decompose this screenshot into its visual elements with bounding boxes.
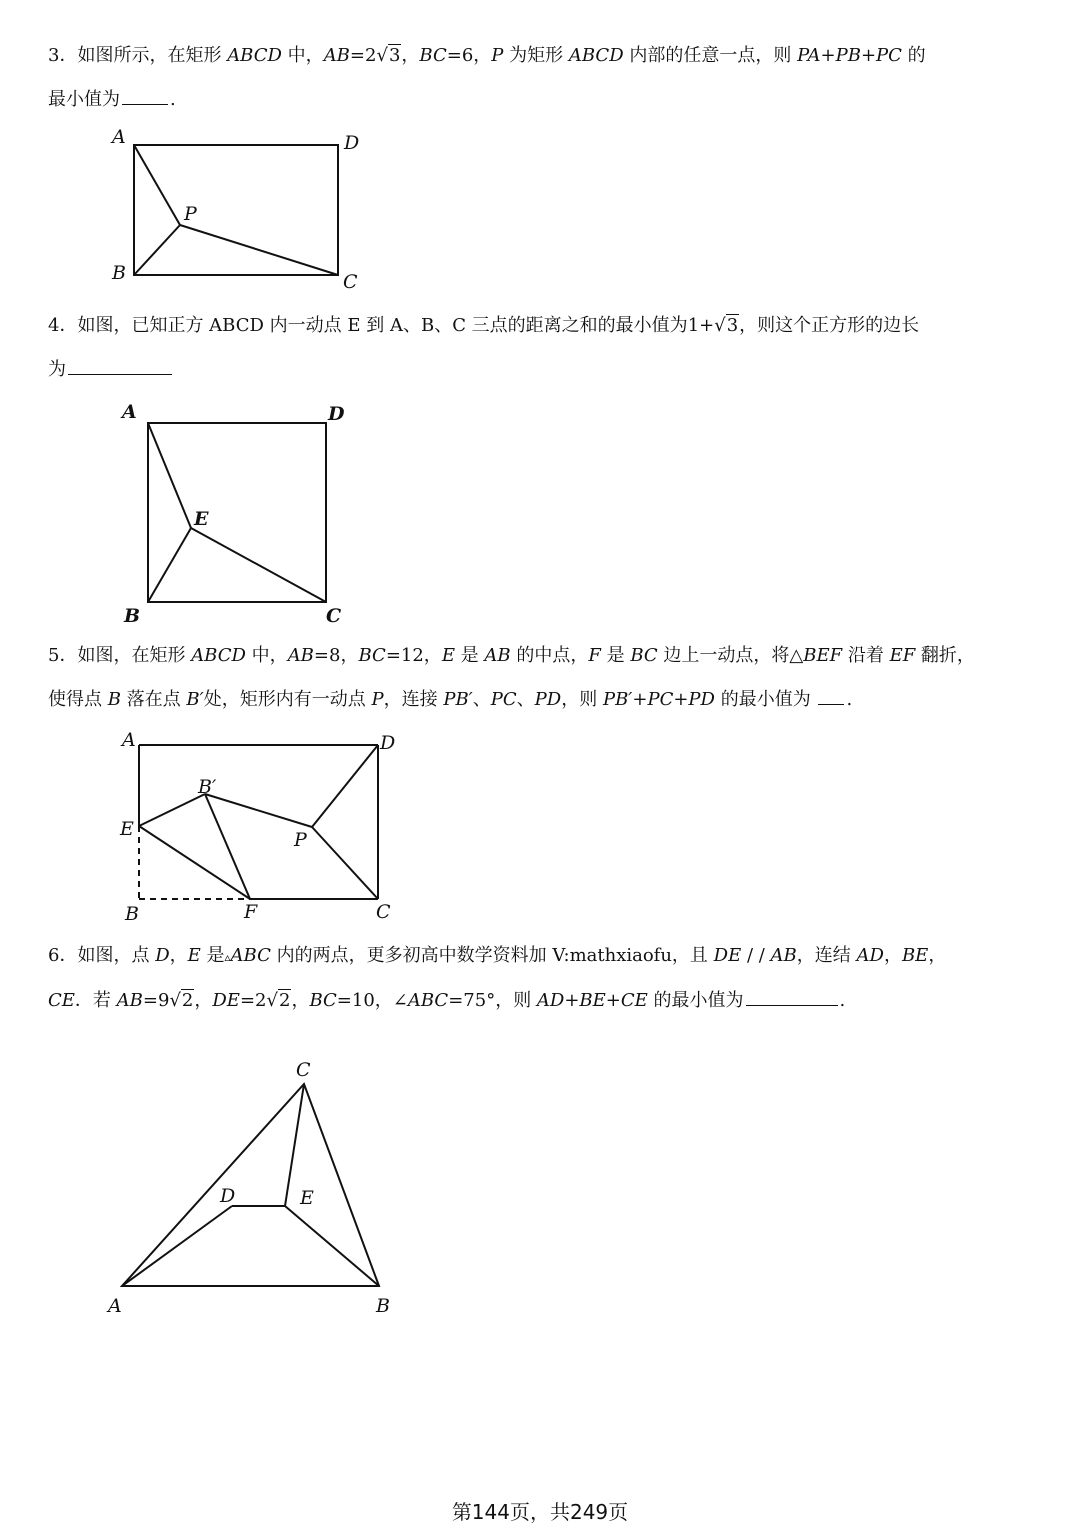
answer-blank[interactable] xyxy=(746,985,838,1006)
segment-pd xyxy=(312,745,378,827)
problem-4-line-1: 4．如图，已知正方 ABCD 内一动点 E 到 A、B、C 三点的距离之和的最小值为1+√3，则这个正方形的边长 xyxy=(48,304,1008,348)
label-d: D xyxy=(220,1185,236,1207)
label-p: P xyxy=(184,203,197,225)
sqrt: √2 xyxy=(266,990,291,1011)
label-c: C xyxy=(296,1059,311,1081)
label-b: B xyxy=(125,903,139,925)
triangle-symbol: ▵ xyxy=(224,950,231,964)
label-b: B xyxy=(376,1295,390,1317)
label-b: B xyxy=(112,262,126,284)
segment-ad xyxy=(122,1206,232,1286)
segment-eb-prime xyxy=(139,794,205,826)
label-e: E xyxy=(300,1187,314,1209)
label-d: D xyxy=(380,732,396,754)
answer-blank[interactable] xyxy=(818,684,844,705)
segment-pc xyxy=(180,225,338,275)
square-abcd xyxy=(148,423,326,602)
segment-pc xyxy=(312,827,378,899)
label-a: A xyxy=(122,729,136,751)
problem-3-line-1: 3．如图所示，在矩形 ABCD 中，AB=2√3，BC=6，P 为矩形 ABCD 内部的任意一点，则 PA+PB+PC 的 xyxy=(48,34,1008,78)
problem-5 xyxy=(48,634,1008,722)
problem-5-line-1: 5．如图，在矩形 ABCD 中，AB=8，BC=12，E 是 AB 的中点，F 是 BC 边上一动点，将△BEF 沿着 EF 翻折， xyxy=(48,645,975,666)
problem-number: 3． xyxy=(48,45,78,66)
segment-ea xyxy=(148,423,191,528)
problem-number: 4． xyxy=(48,315,78,336)
label-c: C xyxy=(326,605,342,627)
answer-blank[interactable] xyxy=(122,84,168,105)
problem-number: 6． xyxy=(48,945,78,966)
figure-problem-5 xyxy=(110,725,410,930)
label-a: A xyxy=(108,1295,122,1317)
triangle-abc xyxy=(122,1084,379,1286)
answer-blank[interactable] xyxy=(68,354,172,375)
page-footer: 第144页，共249页 xyxy=(451,1500,629,1524)
figure-problem-6 xyxy=(100,1052,410,1322)
segment-pa xyxy=(134,145,180,225)
problem-3 xyxy=(48,34,1008,122)
figure-problem-3 xyxy=(100,125,380,295)
problem-6-line-1: 6．如图，点 D，E 是▵ABC 内的两点，更多初高中数学资料加 V:mathxiaofu，且 DE / / AB，连结 AD，BE， xyxy=(48,945,947,966)
sqrt: √3 xyxy=(714,315,739,336)
label-d: D xyxy=(344,132,360,154)
problem-4-line-2: 为 xyxy=(48,348,1008,392)
segment-pb xyxy=(134,225,180,275)
figure-problem-4 xyxy=(110,398,360,628)
problem-number: 5． xyxy=(48,645,78,666)
label-c: C xyxy=(376,901,391,923)
label-c: C xyxy=(343,271,358,293)
label-e: E xyxy=(120,818,134,840)
label-p: P xyxy=(294,829,307,851)
label-a: A xyxy=(112,126,126,148)
label-e: E xyxy=(194,508,209,530)
problem-3-line-2: 最小值为 . xyxy=(48,78,1008,122)
label-d: D xyxy=(328,403,345,425)
problem-5-line-2: 使得点 B 落在点 B′处，矩形内有一动点 P，连接 PB′、PC、PD，则 PB′+PC+PD 的最小值为 . xyxy=(48,678,1008,722)
sqrt: √2 xyxy=(169,990,194,1011)
label-b: B xyxy=(124,605,141,627)
segment-ec xyxy=(191,528,326,602)
problem-4 xyxy=(48,304,1008,392)
sqrt: √3 xyxy=(376,45,401,66)
segment-eb xyxy=(148,528,191,602)
label-a: A xyxy=(122,401,137,423)
segment-b-prime-p xyxy=(205,794,312,827)
problem-6 xyxy=(48,934,1008,1023)
rectangle-abcd xyxy=(134,145,338,275)
label-b-prime: B′ xyxy=(198,776,217,798)
problem-6-line-2: CE．若 AB=9√2，DE=2√2，BC=10，∠ABC=75°，则 AD+BE+CE 的最小值为 . xyxy=(48,979,1008,1023)
label-f: F xyxy=(244,901,258,923)
